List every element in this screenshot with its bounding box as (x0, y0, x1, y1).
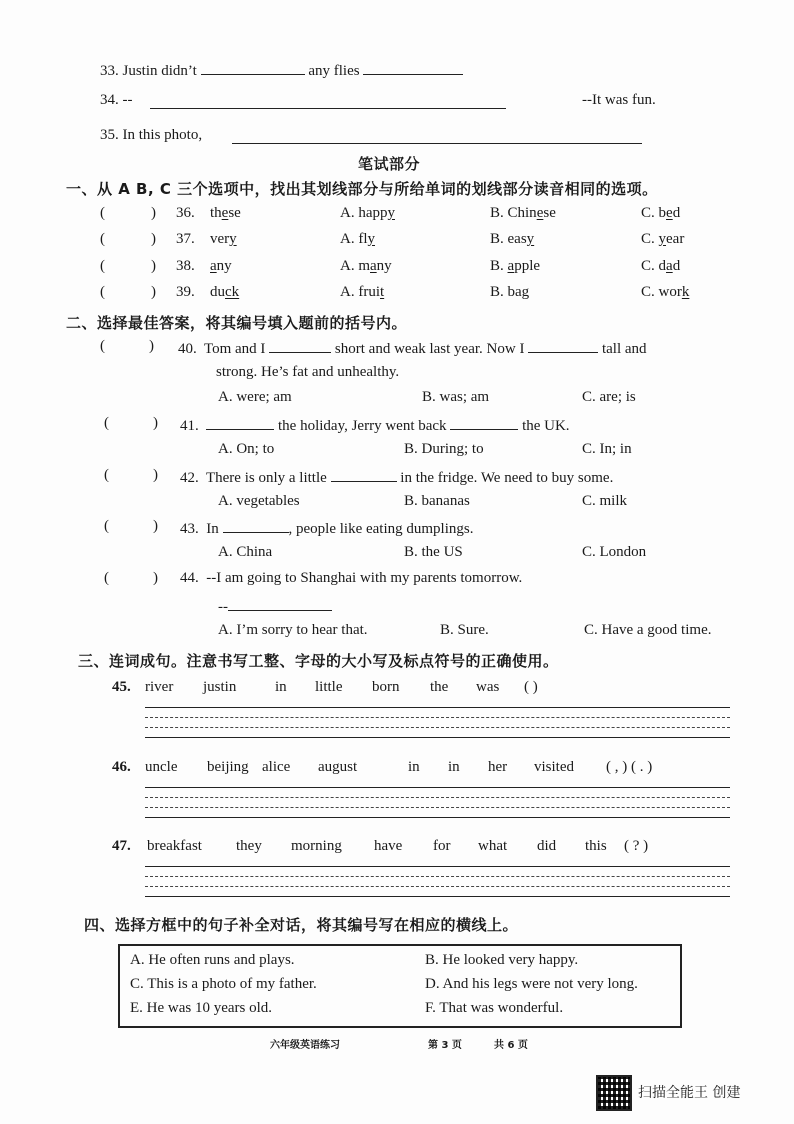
scrambled-word: ( ) (524, 679, 538, 695)
question-40: 40. Tom and I short and weak last year. Now I tall and (178, 338, 647, 358)
writing-line[interactable] (145, 787, 730, 788)
option-b: B. Chinese (490, 205, 556, 221)
answer-blank[interactable] (528, 338, 598, 353)
reply-text: --It was fun. (582, 92, 656, 108)
answer-bracket[interactable]: ( ) (104, 467, 158, 483)
answer-bracket[interactable]: ( ) (104, 415, 158, 431)
question-number: 43. (180, 521, 199, 537)
option-b: B. easy (490, 231, 535, 247)
question-number: 46. (112, 759, 131, 775)
question-text: Justin didn’t (122, 63, 197, 79)
question-number: 36. (176, 205, 195, 221)
option-b: B. During; to (404, 441, 484, 457)
question-40-line2: strong. He’s fat and unhealthy. (216, 364, 400, 380)
scrambled-word: alice (262, 759, 291, 775)
option-a: A. were; am (218, 389, 292, 405)
scrambled-word: breakfast (147, 838, 202, 854)
question-43: 43. In , people like eating dumplings. (180, 518, 473, 538)
question-number: 39. (176, 284, 195, 300)
option-b: B. apple (490, 258, 541, 274)
question-number: 40. (178, 341, 197, 357)
scrambled-word: this (585, 838, 607, 854)
writing-line[interactable] (145, 707, 730, 708)
answer-blank[interactable] (269, 338, 331, 353)
question-44-reply: -- (218, 596, 332, 616)
option-b: B. bag (490, 284, 530, 300)
dash-prefix: -- (122, 92, 133, 108)
scrambled-word: uncle (145, 759, 178, 775)
scrambled-word: beijing (207, 759, 249, 775)
given-word: any (210, 258, 232, 274)
scrambled-word: they (236, 838, 262, 854)
answer-blank[interactable] (201, 60, 305, 75)
scrambled-word: for (433, 838, 451, 854)
scrambled-word: justin (203, 679, 237, 695)
question-41: 41. the holiday, Jerry went back the UK. (180, 415, 570, 435)
writing-line[interactable] (145, 866, 730, 867)
answer-bracket[interactable]: ( ) (100, 231, 156, 247)
question-number: 44. (180, 570, 199, 586)
option-b: B. Sure. (440, 622, 489, 638)
writing-line[interactable] (145, 896, 730, 897)
scrambled-word: visited (534, 759, 574, 775)
question-number: 41. (180, 418, 199, 434)
answer-line[interactable] (232, 143, 642, 144)
answer-bracket[interactable]: ( ) (100, 338, 154, 354)
qr-code-icon (596, 1075, 632, 1111)
option-c: C. In; in (582, 441, 632, 457)
option-c: C. milk (582, 493, 628, 509)
answer-blank[interactable] (363, 60, 463, 75)
given-word: duck (210, 284, 240, 300)
footer-page: 第 3 页 (428, 1040, 462, 1051)
option-b: B. bananas (404, 493, 470, 509)
given-word: very (210, 231, 237, 247)
question-number: 33. (100, 63, 119, 79)
answer-bracket[interactable]: ( ) (104, 518, 158, 534)
footer-subject: 六年级英语练习 (270, 1040, 340, 1051)
writing-line[interactable] (145, 886, 730, 887)
question-number: 38. (176, 258, 195, 274)
writing-line[interactable] (145, 876, 730, 877)
scrambled-word: in (275, 679, 287, 695)
scrambled-word: river (145, 679, 174, 695)
question-34 (100, 92, 133, 109)
scrambled-word: born (372, 679, 400, 695)
question-number: 37. (176, 231, 195, 247)
written-section-title: 笔试部分 (358, 155, 421, 173)
option-c: C. year (641, 231, 685, 247)
scrambled-word: the (430, 679, 449, 695)
scrambled-word: what (478, 838, 508, 854)
question-44: 44. --I am going to Shanghai with my parents tomorrow. (180, 570, 523, 586)
scrambled-word: did (537, 838, 557, 854)
option-c: C. bed (641, 205, 681, 221)
writing-line[interactable] (145, 737, 730, 738)
option-a: A. fly (340, 231, 375, 247)
scrambled-word: little (315, 679, 343, 695)
scrambled-word: was (476, 679, 500, 695)
answer-bracket[interactable]: ( ) (100, 258, 156, 274)
writing-line[interactable] (145, 717, 730, 718)
scrambled-word: august (318, 759, 358, 775)
answer-blank[interactable] (331, 467, 397, 482)
scrambled-word: her (488, 759, 508, 775)
option-a: A. happy (340, 205, 395, 221)
question-number: 42. (180, 470, 199, 486)
question-42: 42. There is only a little in the fridge. We need to buy some. (180, 467, 613, 487)
question-text: In this photo, (122, 127, 203, 143)
option-b: B. the US (404, 544, 463, 560)
answer-line[interactable] (150, 108, 506, 109)
question-number: 45. (112, 679, 131, 695)
answer-blank[interactable] (223, 518, 289, 533)
given-word: these (210, 205, 241, 221)
question-text: any flies (308, 63, 360, 79)
section-3-title: 三、连词成句。注意书写工整、字母的大小写及标点符号的正确使用。 (78, 652, 559, 670)
answer-blank[interactable] (206, 415, 274, 430)
option-c: C. London (582, 544, 647, 560)
section-2-title: 二、选择最佳答案，将其编号填入题前的括号内。 (66, 314, 408, 332)
footer-total: 共 6 页 (494, 1040, 528, 1051)
option-c: C. work (641, 284, 690, 300)
option-a: A. vegetables (218, 493, 300, 509)
option-a: A. I’m sorry to hear that. (218, 622, 368, 638)
question-number: 34. (100, 92, 119, 108)
option-a: A. He often runs and plays. (130, 952, 295, 968)
writing-line[interactable] (145, 817, 730, 818)
scrambled-word: in (448, 759, 460, 775)
answer-bracket[interactable]: ( ) (104, 570, 158, 586)
answer-blank[interactable] (228, 596, 332, 611)
scanner-watermark: 扫描全能王 创建 (638, 1085, 741, 1101)
writing-line[interactable] (145, 727, 730, 728)
scrambled-word: in (408, 759, 420, 775)
answer-blank[interactable] (450, 415, 518, 430)
option-a: A. many (340, 258, 392, 274)
option-a: A. fruit (340, 284, 385, 300)
option-a: A. On; to (218, 441, 275, 457)
option-c: C. dad (641, 258, 681, 274)
writing-line[interactable] (145, 797, 730, 798)
options-box (118, 944, 682, 1028)
question-33 (100, 60, 463, 80)
scrambled-word: morning (291, 838, 342, 854)
option-e: E. He was 10 years old. (130, 1000, 273, 1016)
option-a: A. China (218, 544, 273, 560)
answer-bracket[interactable]: ( ) (100, 205, 156, 221)
option-b: B. was; am (422, 389, 490, 405)
option-c: C. Have a good time. (584, 622, 712, 638)
question-number: 47. (112, 838, 131, 854)
question-35 (100, 127, 202, 144)
option-b: B. He looked very happy. (425, 952, 579, 968)
option-c: C. are; is (582, 389, 636, 405)
option-c: C. This is a photo of my father. (130, 976, 317, 992)
option-d: D. And his legs were not very long. (425, 976, 638, 992)
section-4-title: 四、选择方框中的句子补全对话，将其编号写在相应的横线上。 (84, 916, 519, 934)
answer-bracket[interactable]: ( ) (100, 284, 156, 300)
scrambled-word: ( ? ) (624, 838, 649, 854)
option-f: F. That was wonderful. (425, 1000, 564, 1016)
scrambled-word: have (374, 838, 403, 854)
question-number: 35. (100, 127, 119, 143)
writing-line[interactable] (145, 807, 730, 808)
section-1-title: 一、从 A B, C 三个选项中，找出其划线部分与所给单词的划线部分读音相同的选项。 (66, 180, 658, 198)
scrambled-word: ( , ) ( . ) (606, 759, 653, 775)
